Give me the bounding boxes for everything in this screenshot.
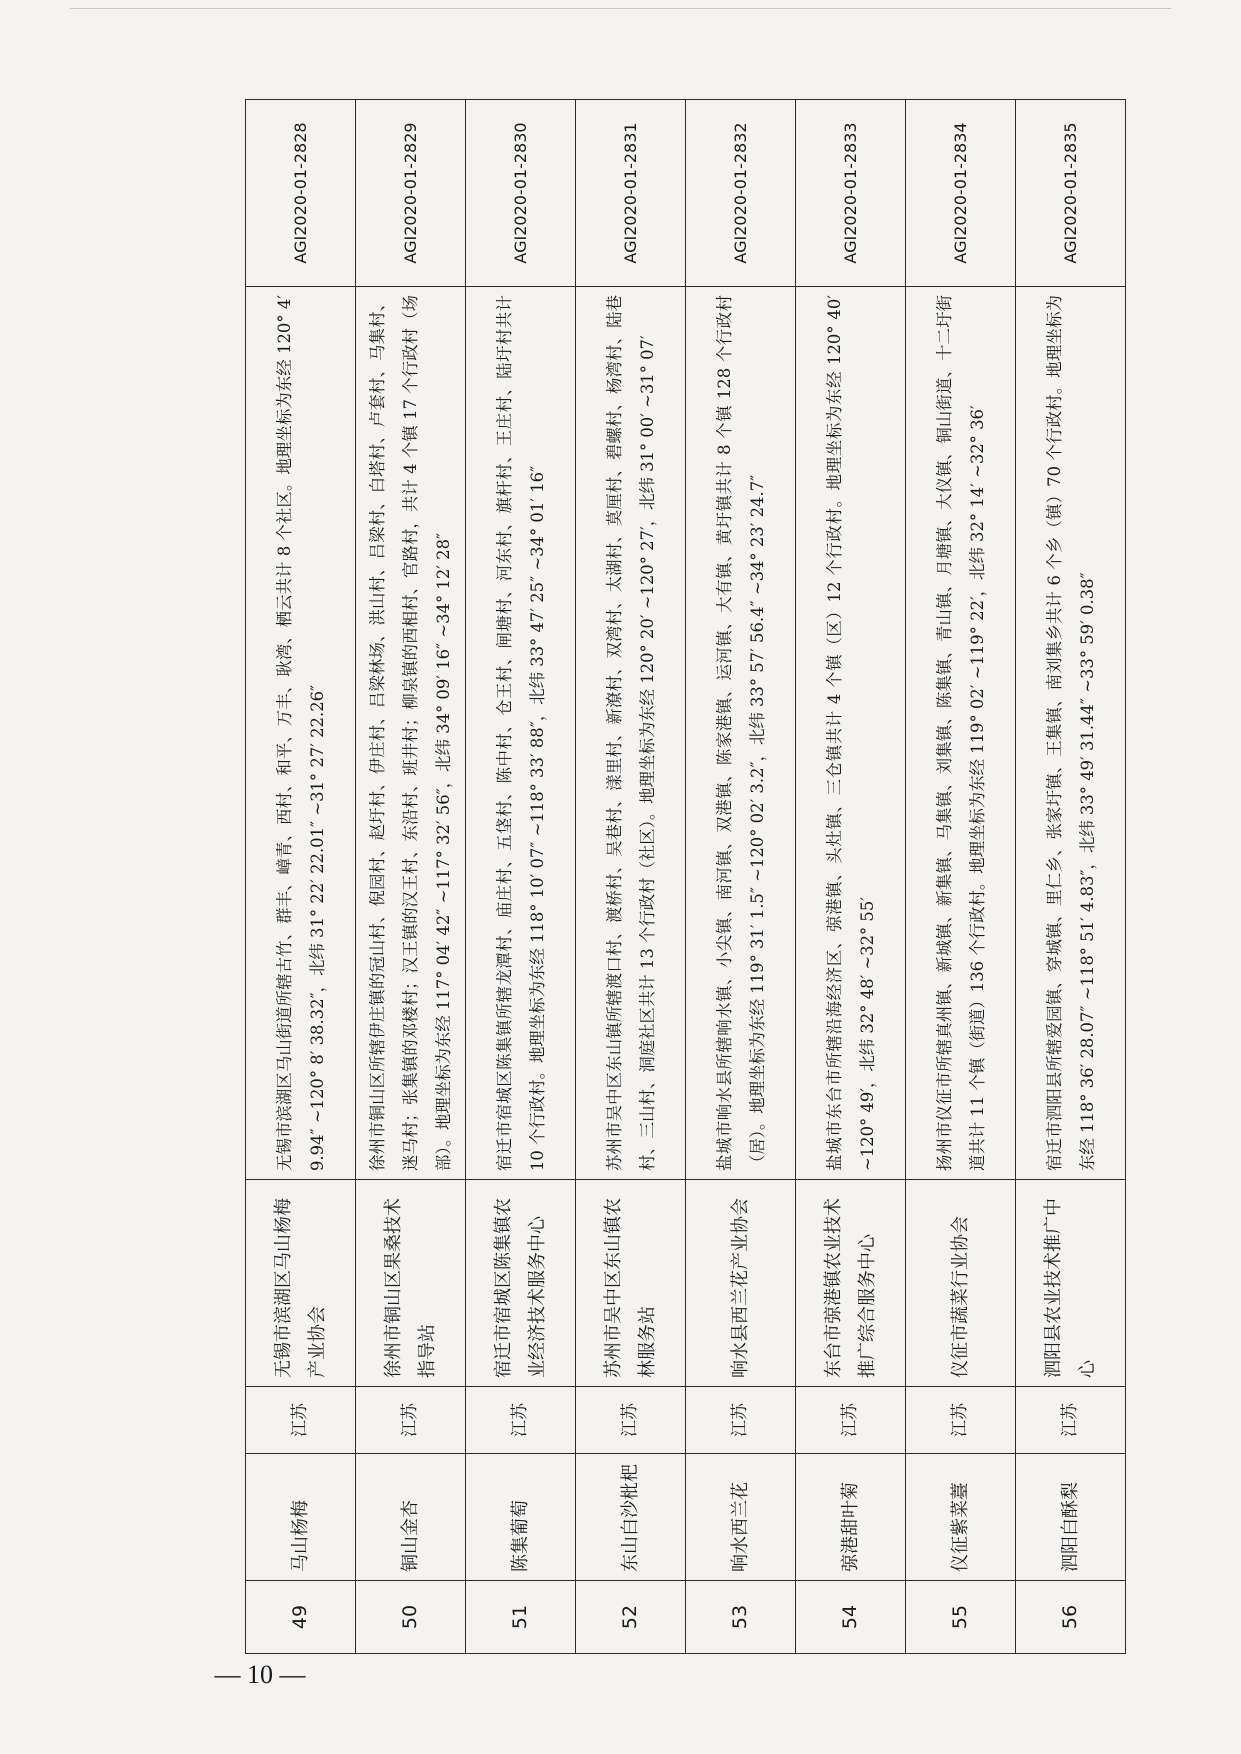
rotated-table-wrapper	[245, 99, 1098, 1654]
protected-area: 宿迁市宿城区陈集镇所辖龙潭村、庙庄村、五垡村、陈中村、仓王村、闸塘村、河东村、旗杆村、王庄村、陆圩村共计 10 个行政村。地理坐标为东经 118° 10′ 07″ ~118° 33′ 88″，北纬 33° 47′ 25″ ~34° 01′ 16″	[466, 287, 576, 1180]
applicant-organization: 响水县西兰花产业协会	[686, 1180, 796, 1387]
applicant-organization: 宿迁市宿城区陈集镇农业经济技术服务中心	[466, 1180, 576, 1387]
row-number: 53	[686, 1581, 796, 1654]
page-number: — 10 —	[214, 1660, 306, 1689]
product-name: 东山白沙枇杷	[576, 1454, 686, 1581]
product-name: 仪征紫菜薹	[906, 1454, 1016, 1581]
row-number: 54	[796, 1581, 906, 1654]
protected-area: 盐城市东台市所辖沿海经济区、弶港镇、头灶镇、三仓镇共计 4 个镇（区）12 个行政村。地理坐标为东经 120° 40′ ~120° 49′，北纬 32° 48′ ~32° 55′	[796, 287, 906, 1180]
applicant-organization: 东台市弶港镇农业技术推广综合服务中心	[796, 1180, 906, 1387]
protected-area: 苏州市吴中区东山镇所辖渡口村、渡桥村、吴巷村、漾里村、新潦村、双湾村、太湖村、莫厘村、碧螺村、杨湾村、陆巷村、三山村、洞庭社区共计 13 个行政村（社区）。地理坐标为东经 120° 20′ ~120° 27′，北纬 31° 00′ ~31° 07′	[576, 287, 686, 1180]
province: 江苏	[906, 1387, 1016, 1454]
row-number: 55	[906, 1581, 1016, 1654]
table-row	[246, 100, 356, 1654]
row-number: 49	[246, 1581, 356, 1654]
registration-code: AGI2020-01-2832	[686, 100, 796, 287]
province: 江苏	[246, 1387, 356, 1454]
table-row	[1016, 100, 1126, 1654]
registration-code: AGI2020-01-2834	[906, 100, 1016, 287]
applicant-organization: 徐州市铜山区果桑技术指导站	[356, 1180, 466, 1387]
province: 江苏	[1016, 1387, 1126, 1454]
row-number: 56	[1016, 1581, 1126, 1654]
protected-area: 无锡市滨湖区马山街道所辖古竹、群丰、嶂青、西村、和平、万丰、耿湾、栖云共计 8 个社区。地理坐标为东经 120° 4′ 9.94″ ~120° 8′ 38.32″，北纬 31° 22′ 22.01″ ~31° 27′ 22.26″	[246, 287, 356, 1180]
registration-code: AGI2020-01-2833	[796, 100, 906, 287]
province: 江苏	[466, 1387, 576, 1454]
row-number: 50	[356, 1581, 466, 1654]
province: 江苏	[796, 1387, 906, 1454]
registration-code: AGI2020-01-2835	[1016, 100, 1126, 287]
protected-area: 扬州市仪征市所辖真州镇、新城镇、新集镇、马集镇、刘集镇、陈集镇、青山镇、月塘镇、大仪镇、铜山街道、十二圩街道共计 11 个镇（街道）136 个行政村。地理坐标为东经 119° 02′ ~119° 22′，北纬 32° 14′ ~32° 36′	[906, 287, 1016, 1180]
table-row	[796, 100, 906, 1654]
applicant-organization: 泗阳县农业技术推广中心	[1016, 1180, 1126, 1387]
product-name: 铜山金杏	[356, 1454, 466, 1581]
registration-code: AGI2020-01-2831	[576, 100, 686, 287]
province: 江苏	[576, 1387, 686, 1454]
province: 江苏	[356, 1387, 466, 1454]
protected-area: 徐州市铜山区所辖伊庄镇的冠山村、倪园村、赵圩村、伊庄村、吕梁林场、洪山村、吕梁村、白塔村、卢套村、马集村、迷马村；张集镇的邓楼村；汉王镇的汉王村、东沿村、班井村；柳泉镇的西相村、官路村，共计 4 个镇 17 个行政村（场部）。地理坐标为东经 117° 04′ 42″ ~117° 32′ 56″，北纬 34° 09′ 16″ ~34° 12′ 28″	[356, 287, 466, 1180]
row-number: 51	[466, 1581, 576, 1654]
registration-code: AGI2020-01-2829	[356, 100, 466, 287]
applicant-organization: 仪征市蔬菜行业协会	[906, 1180, 1016, 1387]
registration-code: AGI2020-01-2828	[246, 100, 356, 287]
protected-area: 宿迁市泗阳县所辖爱园镇、穿城镇、里仁乡、张家圩镇、王集镇、南刘集乡共计 6 个乡（镇）70 个行政村。地理坐标为东经 118° 36′ 28.07″ ~118° 51′ 4.83″，北纬 33° 49′ 31.44″ ~33° 59′ 0.38″	[1016, 287, 1126, 1180]
applicant-organization: 苏州市吴中区东山镇农林服务站	[576, 1180, 686, 1387]
applicant-organization: 无锡市滨湖区马山杨梅产业协会	[246, 1180, 356, 1387]
table-row	[466, 100, 576, 1654]
product-name: 马山杨梅	[246, 1454, 356, 1581]
product-table	[245, 99, 1126, 1654]
product-name: 泗阳白酥梨	[1016, 1454, 1126, 1581]
product-name: 弶港甜叶菊	[796, 1454, 906, 1581]
province: 江苏	[686, 1387, 796, 1454]
row-number: 52	[576, 1581, 686, 1654]
protected-area: 盐城市响水县所辖响水镇、小尖镇、南河镇、双港镇、陈家港镇、运河镇、大有镇、黄圩镇共计 8 个镇 128 个行政村（居）。地理坐标为东经 119° 31′ 1.5″ ~120° 02′ 3.2″，北纬 33° 57′ 56.4″ ~34° 23′ 24.7″	[686, 287, 796, 1180]
table-row	[576, 100, 686, 1654]
scan-edge-line	[70, 8, 1171, 9]
table-row	[356, 100, 466, 1654]
table-row	[906, 100, 1016, 1654]
product-name: 响水西兰花	[686, 1454, 796, 1581]
registration-code: AGI2020-01-2830	[466, 100, 576, 287]
product-name: 陈集葡萄	[466, 1454, 576, 1581]
table-row	[686, 100, 796, 1654]
